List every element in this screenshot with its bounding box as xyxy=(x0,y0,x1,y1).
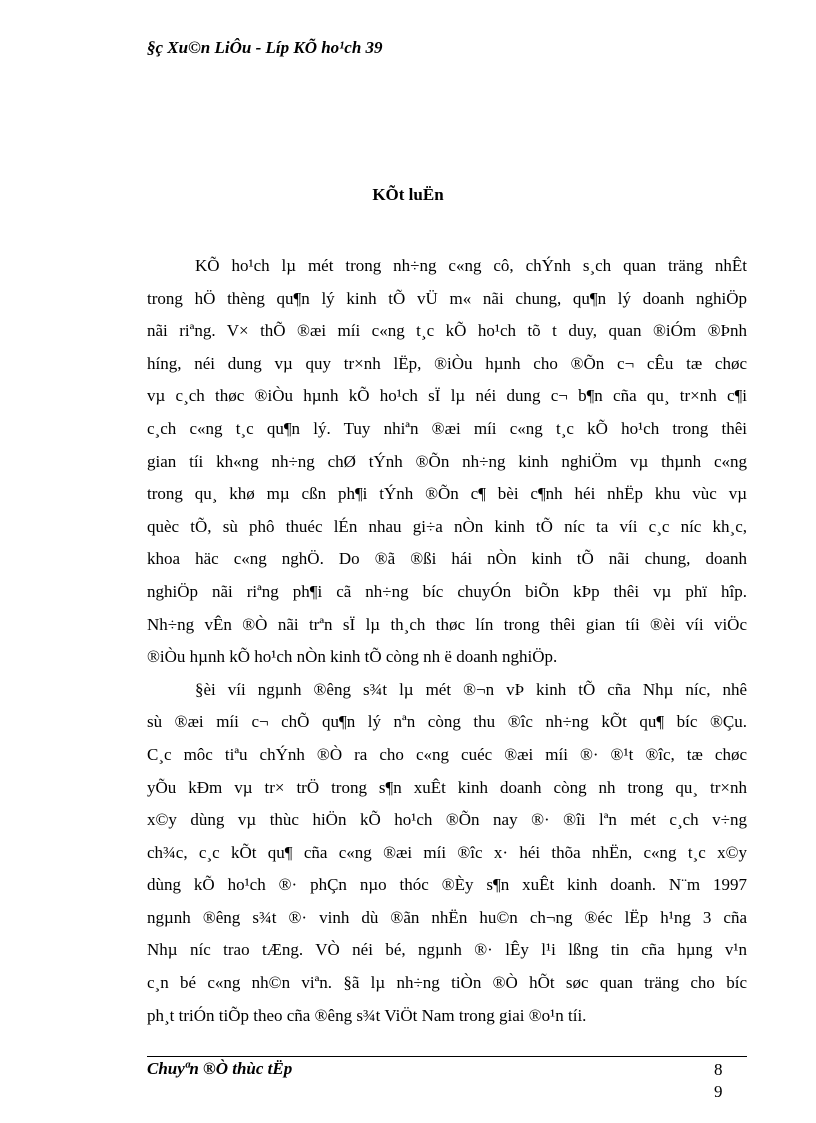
text-line: sù ®æi míi c¬ chÕ qu¶n lý nªn còng thu ®îc nh÷ng kÕt qu¶ bíc ®Çu. xyxy=(147,712,747,732)
running-header: §ç Xu©n LiÔu - Líp KÕ ho¹ch 39 xyxy=(147,38,383,57)
text-line: c¸ch c«ng t¸c qu¶n lý. Tuy nhiªn ®æi míi c«ng t¸c kÕ ho¹ch trong thêi xyxy=(147,418,747,438)
text-line: quèc tÕ, sù phô thuéc lÉn nhau gi÷a nÒn kinh tÕ níc ta víi c¸c níc kh¸c, xyxy=(147,516,747,536)
text-line: c¸n bé c«ng nh©n viªn. §ã lµ nh÷ng tiÒn ®Ò hÕt søc quan träng cho bíc xyxy=(147,973,747,993)
page-number-digit: 9 xyxy=(714,1082,723,1101)
text-line: Nh÷ng vÊn ®Ò nãi trªn sÏ lµ th¸ch thøc lín trong thêi gian tíi ®èi víi viÖc xyxy=(147,614,747,634)
body-text xyxy=(147,250,747,1032)
page-number-digit: 8 xyxy=(714,1060,723,1079)
page-number xyxy=(714,1059,730,1103)
paragraph-2 xyxy=(147,674,747,1033)
paragraph-1 xyxy=(147,250,747,674)
text-line: vµ c¸ch thøc ®iÒu hµnh kÕ ho¹ch sÏ lµ néi dung c¬ b¶n cña qu¸ tr×nh c¶i xyxy=(147,386,747,406)
text-line: ngµnh ®êng s¾t ®· vinh dù ®ãn nhËn hu©n ch¬ng ®éc lËp h¹ng 3 cña xyxy=(147,907,747,927)
text-line: Nhµ níc trao tÆng. VÒ néi bé, ngµnh ®· lÊy l¹i lßng tin cña hµng v¹n xyxy=(147,940,747,960)
section-title: KÕt luËn xyxy=(372,185,444,204)
running-footer: Chuyªn ®Ò thùc tËp xyxy=(147,1059,293,1078)
text-line: ch¾c, c¸c kÕt qu¶ cña c«ng ®æi míi ®îc x· héi thõa nhËn, c«ng t¸c x©y xyxy=(147,842,747,862)
text-line: trong hÖ thèng qu¶n lý kinh tÕ vÜ m« nãi chung, qu¶n lý doanh nghiÖp xyxy=(147,288,747,308)
text-line: gian tíi kh«ng nh÷ng chØ tÝnh ®Õn nh÷ng kinh nghiÖm vµ thµnh c«ng xyxy=(147,451,747,471)
text-line: dùng kÕ ho¹ch ®· phÇn nµo thóc ®Èy s¶n xuÊt kinh doanh. N¨m 1997 xyxy=(147,875,747,895)
text-line: nghiÖp nãi riªng ph¶i cã nh÷ng bíc chuyÓn biÕn kÞp thêi vµ phï hîp. xyxy=(147,581,747,601)
text-line: nãi riªng. V× thÕ ®æi míi c«ng t¸c kÕ ho¹ch tõ t duy, quan ®iÓm ®Þnh xyxy=(147,321,747,341)
text-line: trong qu¸ khø mµ cßn ph¶i tÝnh ®Õn c¶ bèi c¶nh héi nhËp khu vùc vµ xyxy=(147,484,747,504)
text-line: híng, néi dung vµ quy tr×nh lËp, ®iÒu hµnh cho ®Õn c¬ cÊu tæ chøc xyxy=(147,353,747,373)
text-line: §èi víi ngµnh ®êng s¾t lµ mét ®¬n vÞ kinh tÕ cña Nhµ níc, nhê xyxy=(195,679,747,699)
text-line: x©y dùng vµ thùc hiÖn kÕ ho¹ch ®Õn nay ®· ®îi lªn mét c¸ch v÷ng xyxy=(147,810,747,830)
text-line: khoa häc c«ng nghÖ. Do ®ã ®ßi hái nÒn kinh tÕ nãi chung, doanh xyxy=(147,549,747,569)
text-line: yÕu kÐm vµ tr× trÖ trong s¶n xuÊt kinh doanh còng nh trong qu¸ tr×nh xyxy=(147,777,747,797)
footer-divider xyxy=(147,1056,747,1057)
text-line: KÕ ho¹ch lµ mét trong nh÷ng c«ng cô, chÝnh s¸ch quan träng nhÊt xyxy=(195,256,747,275)
text-line: ph¸t triÓn tiÕp theo cña ®êng s¾t ViÖt Nam trong giai ®o¹n tíi. xyxy=(147,1005,587,1025)
text-line: C¸c môc tiªu chÝnh ®Ò ra cho c«ng cuéc ®æi míi ®· ®¹t ®îc, tæ chøc xyxy=(147,744,747,764)
text-line: ®iÒu hµnh kÕ ho¹ch nÒn kinh tÕ còng nh ë doanh nghiÖp. xyxy=(147,647,558,667)
